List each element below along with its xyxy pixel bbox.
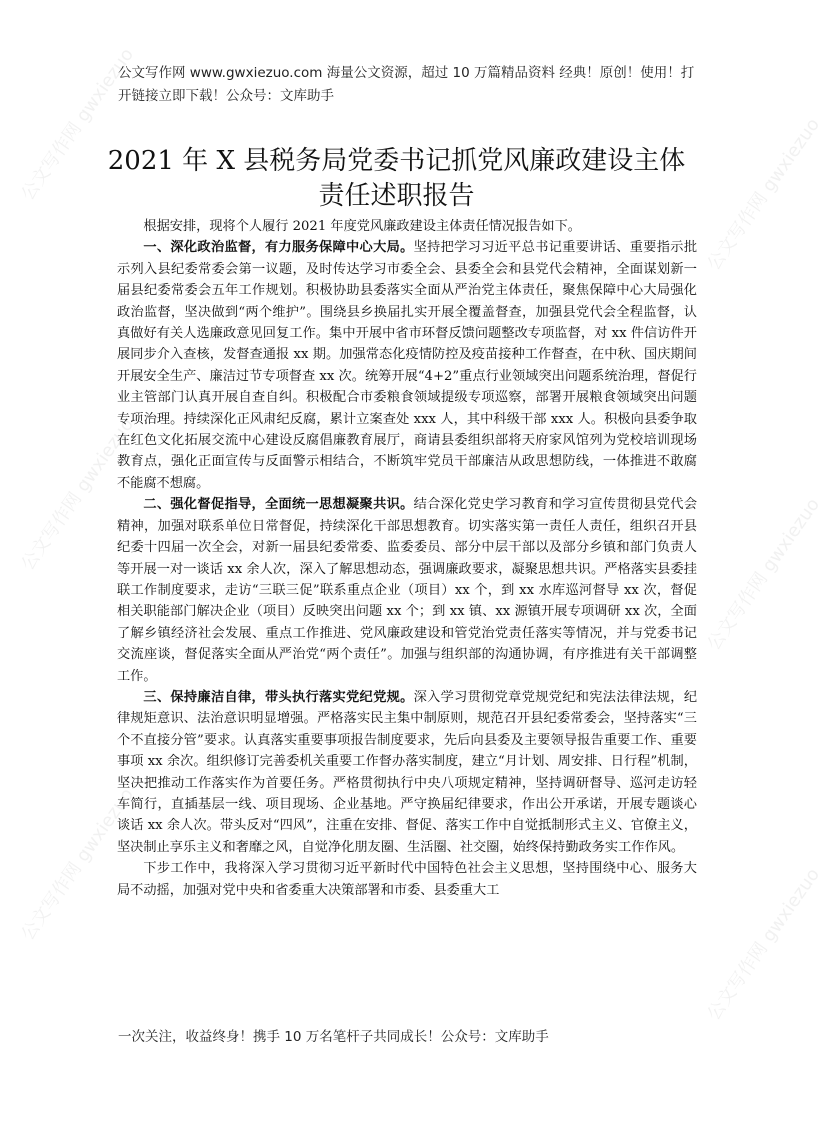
footer-promo-note: 一次关注，收益终身！携手 10 万名笔杆子共同成长！公众号：文库助手 <box>118 1029 549 1045</box>
watermark: 公文写作网 gwxiezuo <box>703 494 824 655</box>
section-heading-1: 一、深化政治监督，有力服务保障中心大局。 <box>143 240 414 256</box>
intro-paragraph: 根据安排，现将个人履行 2021 年度党风廉政建设主体责任情况报告如下。 <box>143 219 581 234</box>
watermark: 公文写作网 gwxiezuo <box>703 114 824 275</box>
document-body <box>117 216 697 901</box>
closing-paragraph: 下步工作中，我将深入学习贯彻习近平新时代中国特色社会主义思想，坚持围绕中心、服务大局不动摇，加强对党中央和省委重大决策部署和市委、县委重大工 <box>117 861 697 898</box>
section-text-2: 结合深化党史学习教育和学习宣传贯彻县党代会精神，加强对联系单位日常督促，持续深化干部思想教育。切实落实第一责任人责任，组织召开县纪委十四届一次全会，对新一届县纪委常委、监委委员、部分中层干部以及部分乡镇和部门负责人等开展一对一谈话 xx 余人次，深入了解思想动态，强调廉政要求，凝聚思想共识。严格落实县委挂联工作制度要求，走访“三联三促”联系重点企业（项目）xx 个，到 xx 水库巡河督导 xx 次，督促相关职能部门解决企业（项目）反映突出问题 xx 个；到 xx 镇、xx 源镇开展专项调研 xx 次，全面了解乡镇经济社会发展、重点工作推进、党风廉政建设和管党治党责任落实等情况，并与党委书记交流座谈，督促落实全面从严治党“两个责任”。加强与组织部的沟通协调，有序推进有关干部调整工作。 <box>117 497 698 684</box>
section-heading-2: 二、强化督促指导，全面统一思想凝聚共识。 <box>143 497 414 513</box>
section-text-3: 深入学习贯彻党章党规党纪和宪法法律法规，纪律规矩意识、法治意识明显增强。严格落实民主集中制原则，规范召开县纪委常委会，坚持落实“三个不直接分管”要求。认真落实重要事项报告制度要求，先后向县委及主要领导报告重要工作、重要事项 xx 余次。组织修订完善委机关重要工作督办落实制度，建立“月计划、周安排、日行程”机制，坚决把推动工作落实作为首要任务。严格贯彻执行中央八项规定精神，坚持调研督导、巡河走访轻车简行，直插基层一线、项目现场、企业基地。严守换届纪律要求，作出公开承诺，开展专题谈心谈话 xx 余人次。带头反对“四风”，注重在安排、督促、落实工作中自觉抵制形式主义、官僚主义，坚决制止享乐主义和奢靡之风，自觉净化朋友圈、生活圈、社交圈，始终保持勤政务实工作作风。 <box>117 689 698 855</box>
section-text-1: 坚持把学习习近平总书记重要讲话、重要指示批示列入县纪委常委会第一议题，及时传达学习市委全会、县委全会和县党代会精神，全面谋划新一届县纪委常委会五年工作规划。积极协助县委落实全面从严治党主体责任，聚焦保障中心大局强化政治监督，坚决做到“两个维护”。围绕县乡换届扎实开展全覆盖督查，加强县党代会全程监督，认真做好有关人选廉政意见回复工作。集中开展中省市环督反馈问题整改专项监督，对 xx 件信访件开展同步介入查核，发督查通报 xx 期。加强常态化疫情防控及疫苗接种工作督查，在中秋、国庆期间开展安全生产、廉洁过节专项督查 xx 次。统筹开展“4+2”重点行业领域突出问题系统治理，督促行业主管部门认真开展自查自纠。积极配合市委粮食领域提级专项巡察，部署开展粮食领域突出问题专项治理。持续深化正风肃纪反腐，累计立案查处 xxx 人，其中科级干部 xxx 人。积极向县委争取在红色文化拓展交流中心建设反腐倡廉教育展厅，商请县委组织部将天府家风馆列为党校培训现场教育点，强化正面宣传与反面警示相结合，不断筑牢党员干部廉洁从政思想防线，一体推进不敢腐不能腐不想腐。 <box>117 240 698 491</box>
section-paragraph-2 <box>117 494 697 687</box>
header-promo-note: 公文写作网 www.gwxiezuo.com 海量公文资源，超过 10 万篇精品资料 经典！原创！使用！打开链接立即下载！公众号：文库助手 <box>118 65 695 104</box>
watermark: 公文写作网 gwxiezuo <box>17 44 138 205</box>
watermark: 公文写作网 gwxiezuo <box>17 414 138 575</box>
section-paragraph-3 <box>117 687 697 858</box>
section-paragraph-1 <box>117 237 697 494</box>
section-heading-3: 三、保持廉洁自律，带头执行落实党纪党规。 <box>143 689 414 705</box>
watermark: 公文写作网 gwxiezuo <box>703 864 824 1025</box>
document-title: 2021 年 X 县税务局党委书记抓党风廉政建设主体责任述职报告 <box>107 146 686 211</box>
watermark: 公文写作网 gwxiezuo <box>17 784 138 945</box>
